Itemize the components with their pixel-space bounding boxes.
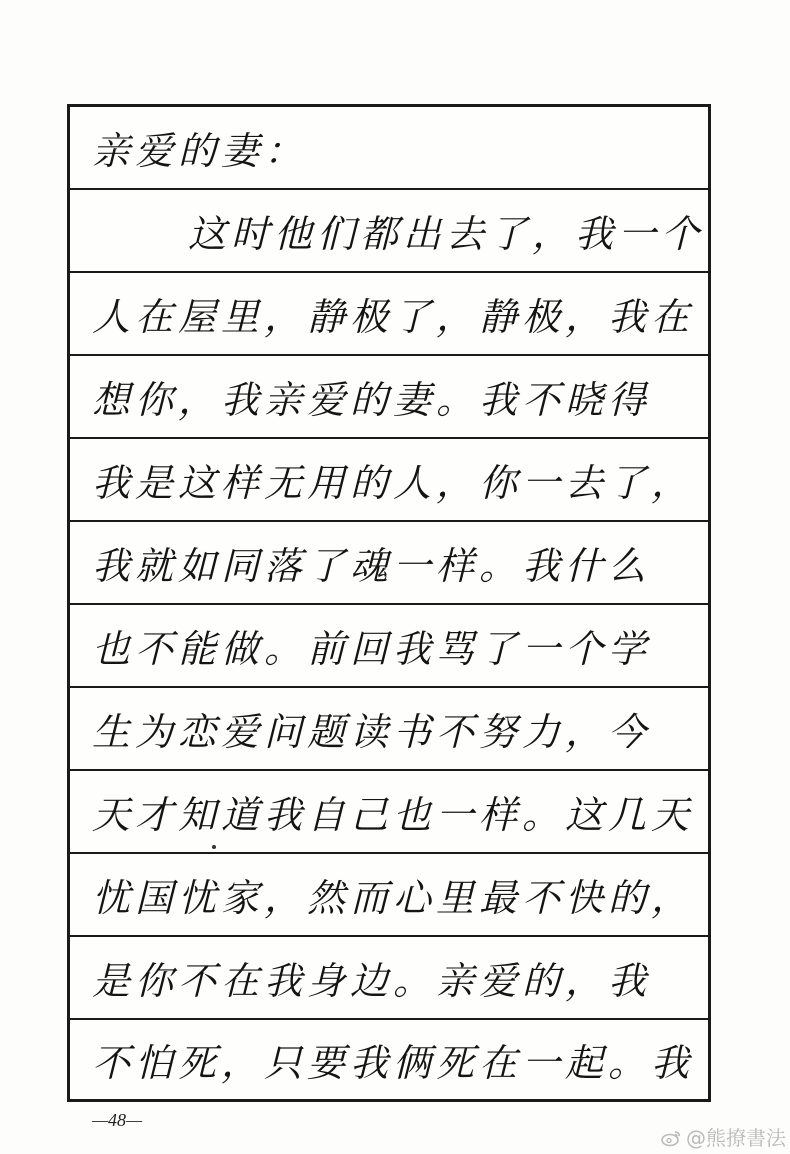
- line-text: 这时他们都出去了，我一个: [188, 212, 705, 256]
- line-text: 想你，我亲爱的妻。我不晓得: [92, 378, 652, 422]
- text-line: [70, 937, 708, 1020]
- text-line: [70, 356, 708, 439]
- text-line: [70, 605, 708, 688]
- line-text: 不怕死，只要我俩死在一起。我: [92, 1041, 695, 1085]
- text-line: [70, 273, 708, 356]
- line-text: 天才知道我自己也一样。这几天: [92, 793, 695, 837]
- text-line: [70, 190, 708, 273]
- text-line: [70, 771, 708, 854]
- text-line: [70, 439, 708, 522]
- line-text: 是你不在我身边。亲爱的，我: [92, 959, 652, 1003]
- line-text: 我就如同落了魂一样。我什么: [92, 544, 652, 588]
- watermark-text: @熊撩書法: [686, 1126, 786, 1150]
- weibo-icon: [660, 1128, 682, 1146]
- salutation-row: [70, 107, 708, 190]
- text-line: [70, 688, 708, 771]
- line-text: 忧国忧家，然而心里最不快的，: [92, 876, 695, 920]
- line-text: 也不能做。前回我骂了一个学: [92, 627, 652, 671]
- text-line: [70, 522, 708, 605]
- page-number: —48—: [92, 1110, 143, 1130]
- line-text: 生为恋爱问题读书不努力，今: [92, 710, 652, 754]
- copybook-sheet: [67, 104, 711, 1102]
- line-text: 人在屋里，静极了，静极，我在: [92, 295, 695, 339]
- text-line: [70, 854, 708, 937]
- line-text: 我是这样无用的人，你一去了，: [92, 461, 695, 505]
- salutation-text: 亲爱的妻：: [92, 129, 308, 173]
- watermark: [660, 1122, 786, 1151]
- ink-speck: [212, 845, 216, 849]
- text-line: [70, 1020, 708, 1099]
